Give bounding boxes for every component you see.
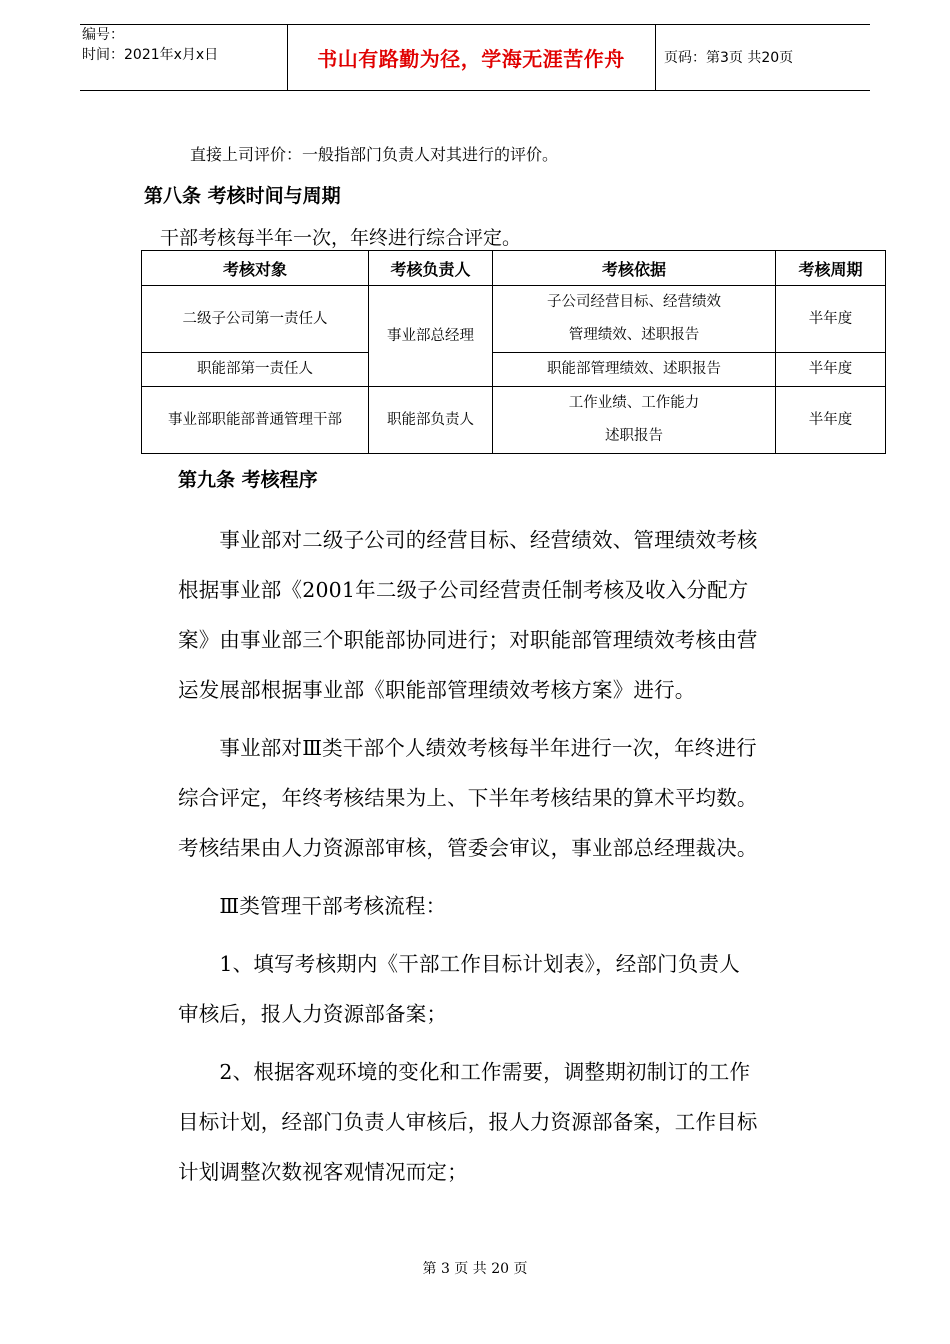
cell-basis	[493, 387, 776, 454]
cell-cycle: 半年度	[776, 353, 886, 387]
cell-basis: 职能部管理绩效、述职报告	[493, 353, 776, 387]
body-line: 综合评定，年终考核结果为上、下半年考核结果的算术平均数。	[178, 786, 758, 810]
table-row	[142, 387, 886, 454]
table-row	[142, 286, 886, 353]
cell-owner: 职能部负责人	[369, 387, 493, 454]
cell-cycle: 半年度	[776, 387, 886, 454]
col-header-owner: 考核负责人	[369, 251, 493, 286]
cell-target: 事业部职能部普通管理干部	[142, 387, 369, 454]
table-row	[142, 353, 886, 387]
cell-basis	[493, 286, 776, 353]
header-divider-right	[655, 24, 656, 90]
article9-body	[178, 515, 818, 1197]
header-time: 时间：2021年x月x日	[82, 47, 219, 63]
cell-basis-line: 子公司经营目标、经营绩效	[547, 294, 721, 310]
cell-cycle: 半年度	[776, 286, 886, 353]
cell-target: 职能部第一责任人	[142, 353, 369, 387]
body-line: Ⅲ类管理干部考核流程：	[178, 894, 447, 918]
body-line: 计划调整次数视客观情况而定；	[178, 1160, 468, 1184]
col-header-target: 考核对象	[142, 251, 369, 286]
col-header-cycle: 考核周期	[776, 251, 886, 286]
header-number: 编号：	[82, 27, 124, 43]
body-line: 事业部对二级子公司的经营目标、经营绩效、管理绩效考核	[178, 528, 758, 552]
page-footer: 第 3 页 共 20 页	[422, 1261, 528, 1277]
article8-text: 干部考核每半年一次，年终进行综合评定。	[160, 227, 522, 249]
header-motto: 书山有路勤为径，学海无涯苦作舟	[317, 46, 625, 71]
article8-title: 第八条 考核时间与周期	[144, 185, 341, 207]
body-line: 考核结果由人力资源部审核，管委会审议，事业部总经理裁决。	[178, 836, 758, 860]
col-header-basis: 考核依据	[493, 251, 776, 286]
cell-basis-line: 工作业绩、工作能力	[568, 395, 700, 411]
cell-basis-line: 管理绩效、述职报告	[568, 327, 700, 343]
body-line: 运发展部根据事业部《职能部管理绩效考核方案》进行。	[178, 678, 696, 702]
body-line: 2、根据客观环境的变化和工作需要，调整期初制订的工作	[178, 1060, 751, 1084]
body-line: 根据事业部《2001年二级子公司经营责任制考核及收入分配方	[178, 578, 749, 602]
body-line: 审核后，报人力资源部备案；	[178, 1002, 448, 1026]
cell-target: 二级子公司第一责任人	[142, 286, 369, 353]
header-meta	[82, 25, 218, 65]
cell-basis-line: 述职报告	[605, 428, 663, 444]
header-page-info: 页码：第3页 共20页	[664, 50, 794, 66]
article9-title: 第九条 考核程序	[178, 469, 318, 491]
table-header-row	[142, 251, 886, 286]
header-bottom-rule	[80, 90, 870, 91]
cell-owner: 事业部总经理	[369, 286, 493, 387]
body-line: 目标计划，经部门负责人审核后，报人力资源部备案，工作目标	[178, 1110, 758, 1134]
assessment-table	[141, 250, 886, 454]
body-line: 案》由事业部三个职能部协同进行；对职能部管理绩效考核由营	[178, 628, 758, 652]
body-line: 1、填写考核期内《干部工作目标计划表》，经部门负责人	[178, 952, 740, 976]
body-line: 事业部对Ⅲ类干部个人绩效考核每半年进行一次，年终进行	[178, 736, 757, 760]
intro-line: 直接上司评价：一般指部门负责人对其进行的评价。	[190, 145, 559, 164]
